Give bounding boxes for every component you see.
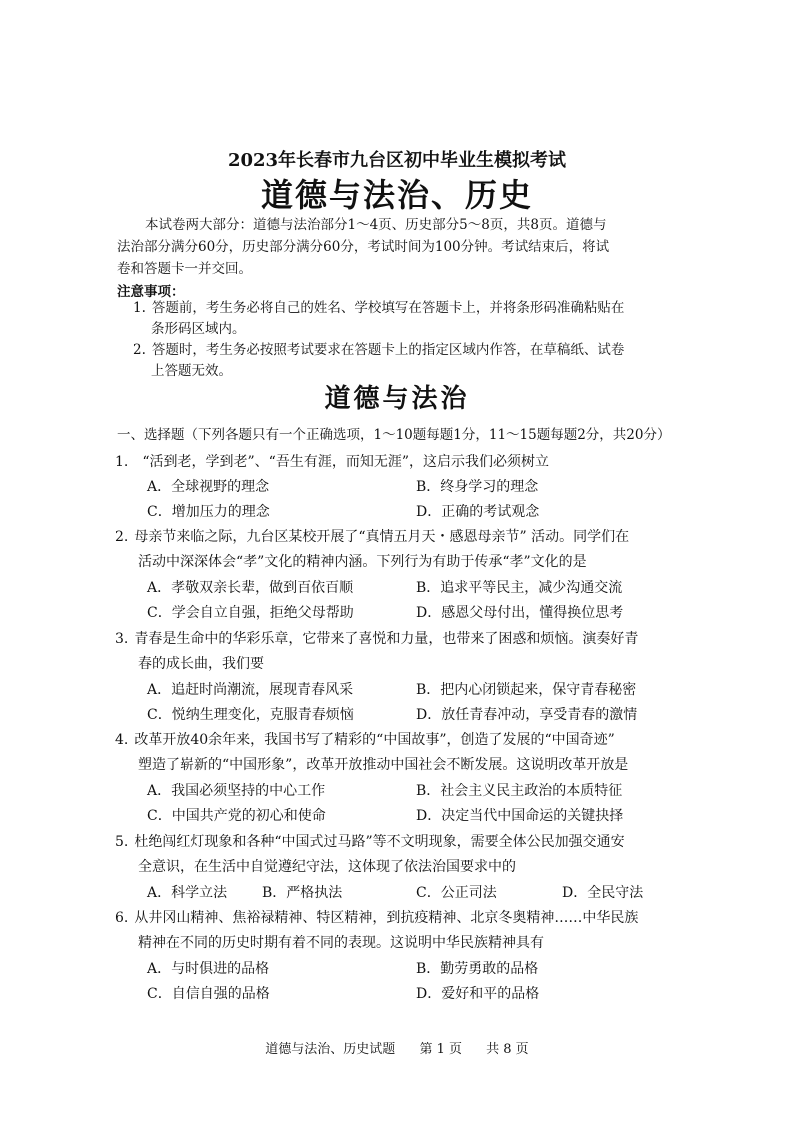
- notice-number: 1.: [133, 300, 146, 316]
- option-c[interactable]: C．公正司法: [416, 885, 497, 901]
- option-d[interactable]: D．正确的考试观念: [416, 504, 540, 520]
- notice-item: [133, 298, 624, 340]
- option-d[interactable]: D．放任青春冲动，享受青春的激情: [416, 707, 638, 723]
- question-number: 4.: [115, 732, 129, 748]
- option-a[interactable]: A．追赶时尚潮流，展现青春风采: [147, 682, 354, 698]
- option-b[interactable]: B．终身学习的理念: [416, 479, 539, 495]
- option-d[interactable]: D．感恩父母付出，懂得换位思考: [416, 605, 624, 621]
- intro-line: 本试卷两大部分：道德与法治部分1～4页、历史部分5～8页，共8页。道德与: [145, 217, 607, 233]
- question-text: 母亲节来临之际，九台区某校开展了“真情五月天・感恩母亲节” 活动。同学们在: [134, 529, 630, 545]
- option-d[interactable]: D．爱好和平的品格: [416, 986, 540, 1002]
- footer-page-number: 第 1 页: [419, 1042, 462, 1057]
- option-a[interactable]: A．科学立法: [147, 885, 228, 901]
- notice-line: 答题前，考生务必将自己的姓名、学校填写在答题卡上，并将条形码准确粘贴在: [151, 300, 625, 316]
- option-b[interactable]: B．追求平等民主，减少沟通交流: [416, 580, 623, 596]
- notice-heading: 注意事项：: [117, 284, 185, 300]
- question-text: 春的成长曲，我们要: [138, 656, 264, 672]
- intro-line: 卷和答题卡一并交回。: [117, 261, 252, 277]
- question-number: 1.: [115, 454, 129, 470]
- option-a[interactable]: A．我国必须坚持的中心工作: [147, 783, 326, 799]
- question-text: 改革开放40余年来，我国书写了精彩的“中国故事”，创造了发展的“中国奇迹”: [134, 732, 615, 748]
- notice-number: 2.: [133, 342, 146, 358]
- question-number: 5.: [115, 834, 129, 850]
- question-text: 全意识，在生活中自觉遵纪守法，这体现了依法治国要求中的: [138, 859, 516, 875]
- question-number: 3.: [115, 631, 129, 647]
- intro-paragraph: [117, 214, 609, 280]
- option-a[interactable]: A．全球视野的理念: [147, 479, 270, 495]
- subject-title: 道德与法治、历史: [260, 176, 533, 214]
- question-text: 活动中深深体会“孝”文化的精神内涵。下列行为有助于传承“孝”文化的是: [138, 554, 587, 570]
- exam-title: 2023年长春市九台区初中毕业生模拟考试: [227, 150, 567, 171]
- option-c[interactable]: C．学会自立自强，拒绝父母帮助: [147, 605, 354, 621]
- notice-line: 答题时，考生务必按照考试要求在答题卡上的指定区域内作答，在草稿纸、试卷: [151, 342, 625, 358]
- question-stem: [115, 628, 638, 648]
- question-text: “活到老，学到老”、“吾生有涯，而知无涯”，这启示我们必须树立: [142, 454, 549, 470]
- question-text: 塑造了崭新的“中国形象”，改革开放推动中国社会不断发展。这说明改革开放是: [138, 757, 629, 773]
- question-text: 精神在不同的历史时期有着不同的表现。这说明中华民族精神具有: [138, 935, 544, 951]
- option-c[interactable]: C．中国共产党的初心和使命: [147, 808, 326, 824]
- question-stem: [115, 451, 549, 471]
- question-text: 杜绝闯红灯现象和各种“中国式过马路”等不文明现象，需要全体公民加强交通安: [134, 834, 625, 850]
- question-number: 6.: [115, 910, 129, 926]
- option-b[interactable]: B．社会主义民主政治的本质特征: [416, 783, 623, 799]
- question-number: 2.: [115, 529, 129, 545]
- option-a[interactable]: A．与时俱进的品格: [147, 961, 270, 977]
- option-d[interactable]: D．决定当代中国命运的关键抉择: [416, 808, 624, 824]
- question-text: 从井冈山精神、焦裕禄精神、特区精神，到抗疫精神、北京冬奥精神……中华民族: [134, 910, 639, 926]
- footer-subject: 道德与法治、历史试题: [265, 1042, 396, 1057]
- question-stem: [115, 907, 638, 927]
- part-heading: 一、选择题（下列各题只有一个正确选项，1～10题每题1分，11～15题每题2分，共20分）: [117, 427, 671, 443]
- question-stem: [115, 526, 629, 546]
- page-footer: [0, 1038, 794, 1057]
- notice-item: [133, 340, 624, 382]
- footer-total-pages: 共 8 页: [486, 1042, 529, 1057]
- option-c[interactable]: C．自信自强的品格: [147, 986, 270, 1002]
- option-b[interactable]: B．勤劳勇敢的品格: [416, 961, 539, 977]
- question-stem: [115, 729, 615, 749]
- section-title: 道德与法治: [324, 384, 470, 414]
- option-d[interactable]: D．全民守法: [562, 885, 644, 901]
- notice-line: 条形码区域内。: [151, 321, 246, 337]
- option-b[interactable]: B．把内心闭锁起来，保守青春秘密: [416, 682, 637, 698]
- question-stem: [115, 831, 625, 851]
- notice-line: 上答题无效。: [151, 363, 232, 379]
- option-c[interactable]: C．增加压力的理念: [147, 504, 270, 520]
- option-c[interactable]: C．悦纳生理变化，克服青春烦恼: [147, 707, 354, 723]
- option-a[interactable]: A．孝敬双亲长辈，做到百依百顺: [147, 580, 354, 596]
- question-text: 青春是生命中的华彩乐章，它带来了喜悦和力量，也带来了困惑和烦恼。演奏好青: [134, 631, 639, 647]
- intro-line: 法治部分满分60分，历史部分满分60分，考试时间为100分钟。考试结束后，将试: [117, 239, 610, 255]
- option-b[interactable]: B．严格执法: [262, 885, 343, 901]
